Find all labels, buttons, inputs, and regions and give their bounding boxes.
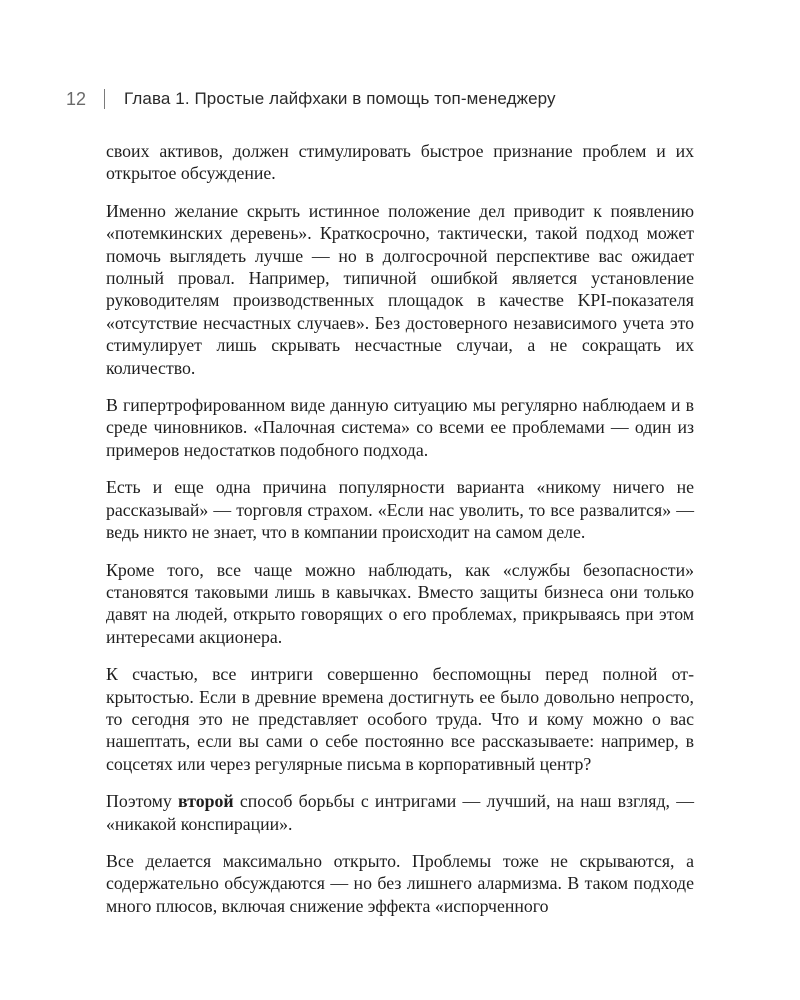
paragraph-4: Есть и еще одна причина популярности варианта «никому ничего не рассказывай» — торговля страхом. «Если нас уволить, то все развалится» — ведь никто не знает, что в компании происходит на самом деле. [106,477,694,543]
header-divider [104,89,105,109]
body-text [106,140,694,932]
paragraph-7-before: Поэтому [106,791,179,812]
chapter-title: Глава 1. Простые лайфхаки в помощь топ-менеджеру [124,89,556,108]
paragraph-5: Кроме того, все чаще можно наблюдать, как «службы безопасности» становятся таковыми лишь в кавычках. Вместо защиты бизнеса они только давят на людей, открыто говорящих о его проблемах, прикрываясь при этом интересами акционера. [106,559,694,647]
running-header [66,86,556,112]
paragraph-1: своих активов, должен стимулировать быстрое признание проблем и их открытое обсуждение. [106,141,694,184]
paragraph-7 [106,790,694,835]
paragraph-3: В гипертрофированном виде данную ситуацию мы регулярно наблюдаем и в среде чиновников. «Палочная система» со всеми ее проблемами — один из примеров недостатков подобного подхода. [106,395,694,460]
emphasis-bold: второй [178,791,234,812]
page-number: 12 [66,88,87,109]
paragraph-7-after: способ борьбы с интригами — лучший, на наш взгляд, — «никакой конспирации». [106,791,694,834]
paragraph-8: Все делается максимально открыто. Проблемы тоже не скрываются, а содержательно обсуждаются — но без лишнего алармизма. В таком подходе много плюсов, включая снижение эффекта «испорченного [106,850,694,916]
paragraph-2: Именно желание скрыть истинное положение дел приводит к появлению «потемкинских деревень». Краткосрочно, тактически, такой подход может помочь выглядеть лучше — но в долгосрочной перспективе вас ожидает полный провал. Например, типичной ошибкой является установление руководителям производственных площадок в качестве KPI-показателя «отсутствие несчастных случаев». Без достоверного независимого учета это стимулирует лишь скрывать несчастные случаи, а не сокращать их количество. [106,200,694,378]
paragraph-6: К счастью, все интриги совершенно беспомощны перед полной открытостью. Если в древние времена достигнуть ее было довольно непросто, то сегодня это не представляет особого труда. Что и кому можно о вас нашептать, если вы сами о себе постоянно все рассказываете: например, в соцсетях или через регулярные письма в корпоративный центр? [106,664,694,774]
